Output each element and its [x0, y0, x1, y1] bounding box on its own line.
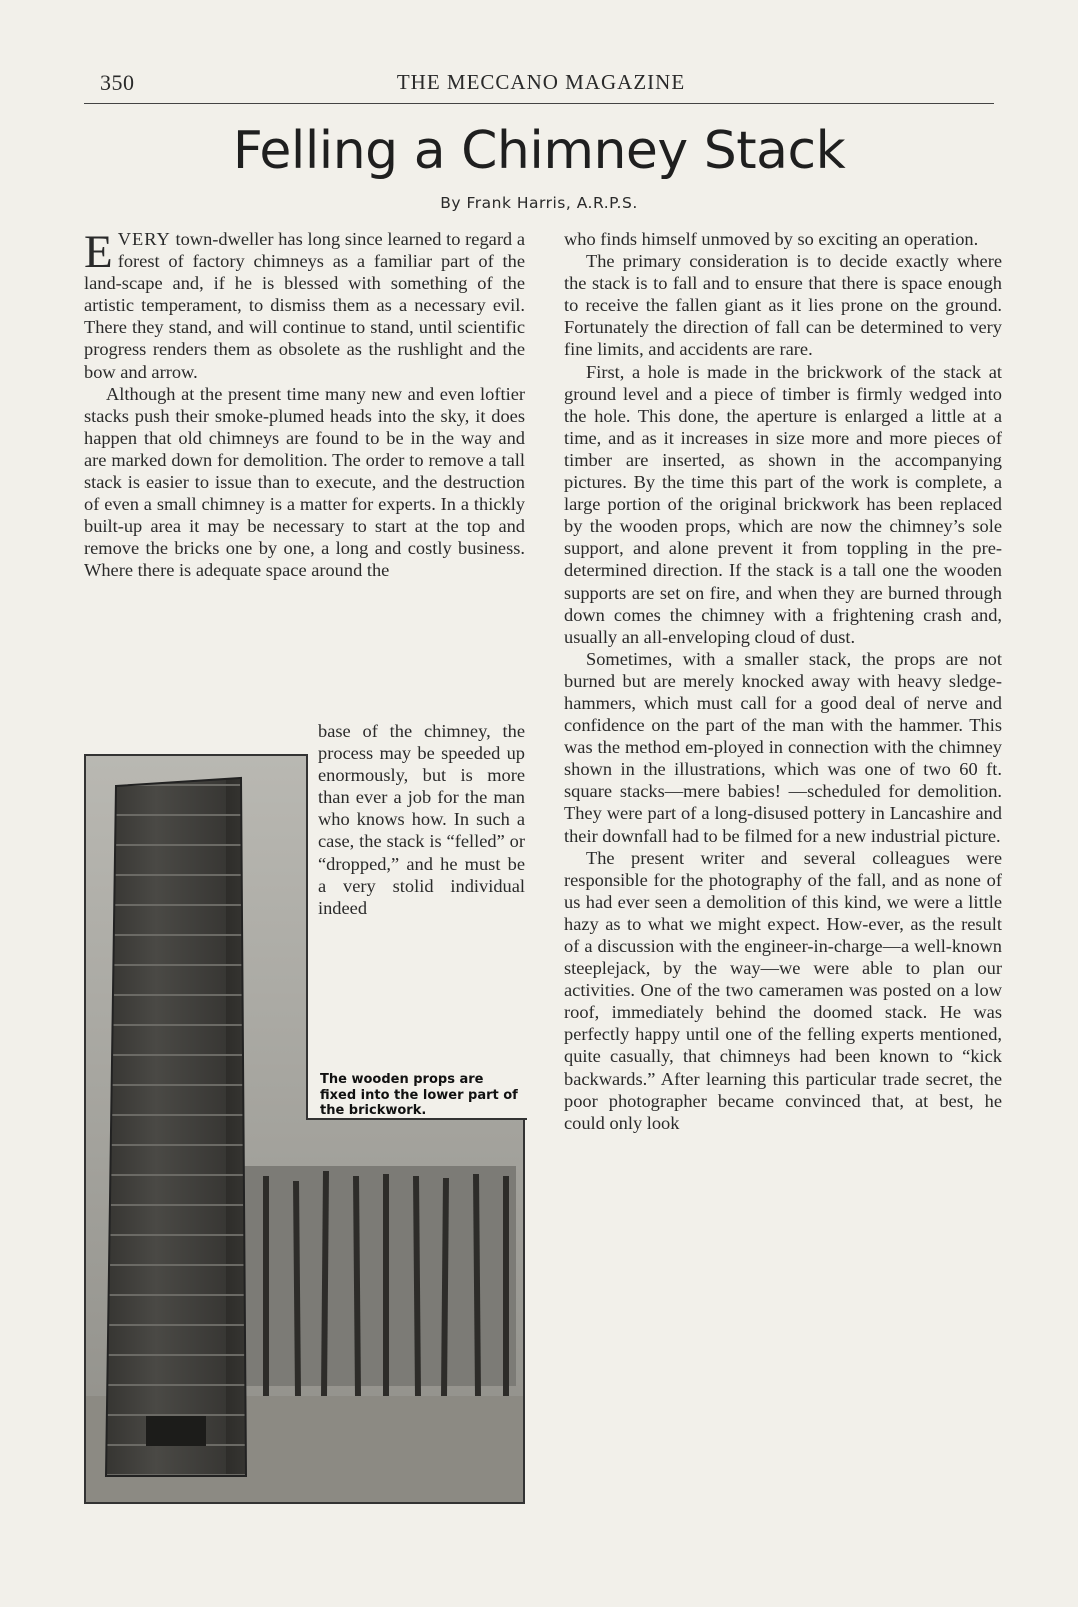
paragraph-5: Sometimes, with a smaller stack, the props are not burned but are merely knocked away with heavy sledge-hammers, which must call for a good deal of nerve and confidence on the part of the man with the hammer. This was the method em-ployed in connection with the chimney shown in the illustrations, which was one of two 60 ft. square stacks—mere babies! —scheduled for demolition. They were part of a long-disused pottery in Lancashire and their downfall had to be filmed for a new industrial picture.: [564, 648, 1002, 846]
page-number: 350: [100, 70, 135, 95]
drop-cap: E: [84, 226, 113, 278]
paragraph-2: Although at the present time many new and even loftier stacks push their smoke-plumed heads into the sky, it does happen that old chimneys are found to be in the way and are marked down for demolition. The order to remove a tall stack is easier to issue than to execute, and the destruction of even a small chimney is a matter for experts. In a thickly built-up area it may be necessary to start at the top and remove the bricks one by one, a long and costly business. Where there is adequate space around the: [84, 383, 525, 581]
magazine-title: THE MECCANO MAGAZINE: [396, 70, 686, 94]
paragraph-3: The primary consideration is to decide exactly where the stack is to fall and to ensure that there is space enough to receive the fallen giant as it lies prone on the ground. Fortunately the direction of fall can be determined to very fine limits, and accidents are rare.: [564, 251, 1002, 360]
byline: By Frank Harris, A.R.P.S.: [440, 194, 638, 212]
left-column: [84, 228, 525, 582]
opening-word: VERY: [117, 229, 171, 249]
photo-caption: The wooden props are fixed into the lower part of the brickwork.: [320, 1072, 518, 1118]
paragraph-continued: who finds himself unmoved by so exciting an operation.: [564, 229, 979, 249]
right-column: [564, 228, 1002, 1134]
paragraph-1-text: town-dweller has long since learned to regard a forest of factory chimneys as a familiar part of the land-scape and, if he is blessed with something of the artistic temperament, to dismiss them as a necessary evil. There they stand, and will continue to stand, until scientific progress renders them as obsolete as the rushlight and the bow and arrow.: [84, 229, 525, 382]
paragraph-4: First, a hole is made in the brickwork of the stack at ground level and a piece of timber is firmly wedged into the hole. This done, the aperture is enlarged a little at a time, and as it increases in size more and more pieces of timber are inserted, as shown in the accompanying pictures. By the time this part of the work is complete, a large portion of the original brickwork has been replaced by the wooden props, which are now the chimney’s sole support, and alone prevent it from toppling in the pre-determined direction. If the stack is a tall one the wooden supports are set on fire, and when they are burned through down comes the chimney with a frightening crash and, usually an all-enveloping cloud of dust.: [564, 361, 1002, 647]
paragraph-6: The present writer and several colleagues were responsible for the photography of the fall, and as none of us had ever seen a demolition of this kind, we were a little hazy as to what we might expect. How-ever, as the result of a discussion with the engineer-in-charge—a well-known steeplejack, by the way—we were able to plan our activities. One of the two cameramen was posted on a low roof, immediately behind the doomed stack. He was perfectly happy until one of the felling experts mentioned, quite casually, that chimneys had been known to “kick backwards.” After learning this particular trade secret, the poor photographer became convinced that, at best, he could only look: [564, 847, 1002, 1133]
running-header: [84, 68, 998, 104]
wrapped-text: [318, 720, 525, 919]
paragraph-1: [84, 228, 525, 383]
wrapped-paragraph: base of the chimney, the process may be speeded up enormously, but is more than ever a job for the man who knows how. In such a case, the stack is “felled” or “dropped,” and he must be a very stolid individual indeed: [318, 721, 525, 918]
article-title: Felling a Chimney Stack: [232, 121, 846, 181]
header-rule: [84, 103, 994, 104]
